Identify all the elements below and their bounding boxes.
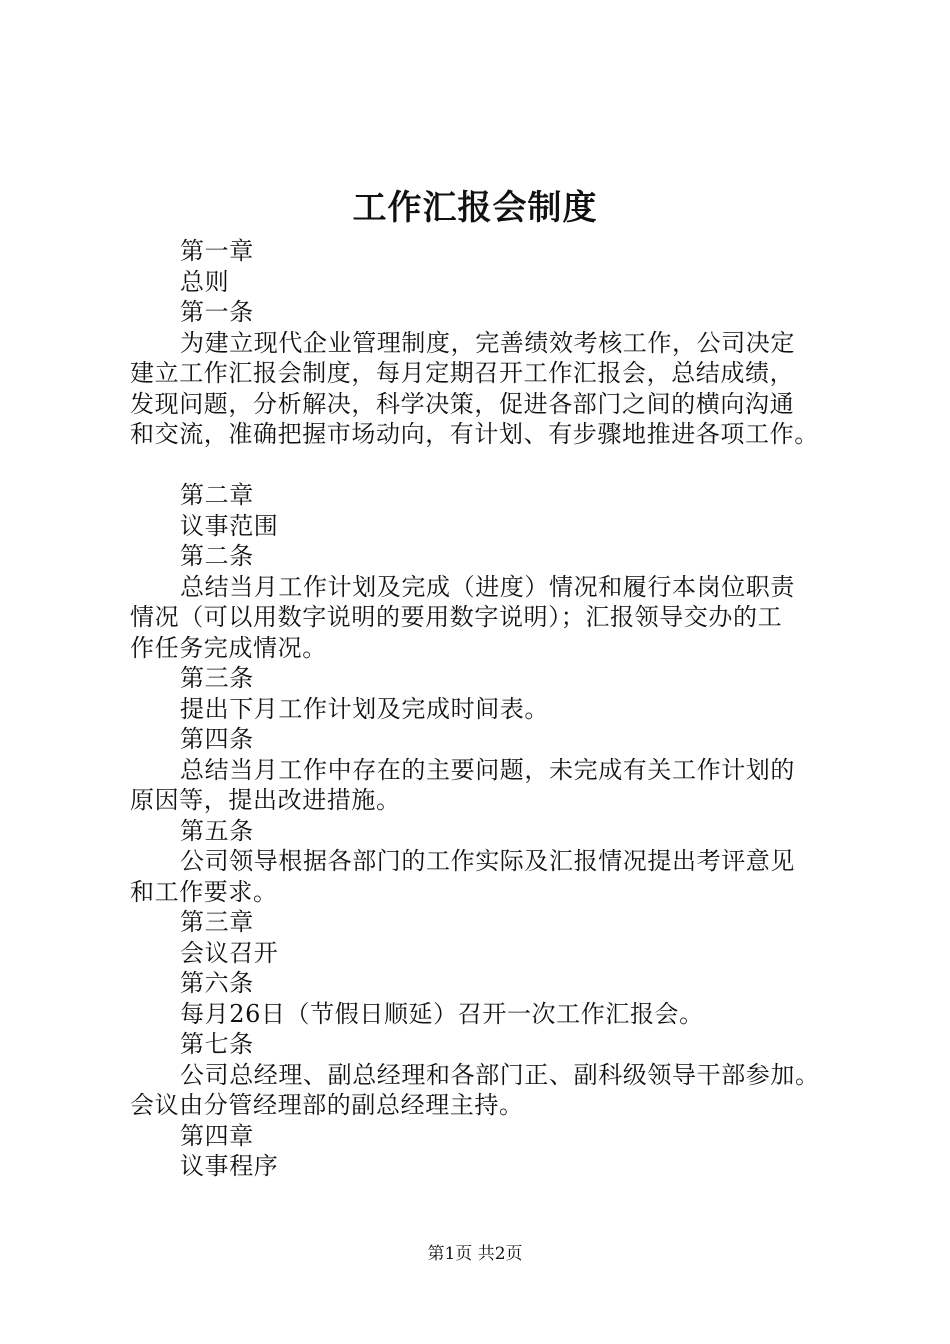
- text-line: 第六条: [180, 969, 254, 997]
- text-line: 第三条: [180, 664, 254, 692]
- text-line: 和工作要求。: [130, 877, 278, 906]
- text-line: 情况（可以用数字说明的要用数字说明）；汇报领导交办的工: [130, 603, 783, 631]
- page-footer: 第1页 共2页: [427, 1244, 523, 1264]
- text-line: 第四条: [180, 725, 254, 753]
- text-line: 第一条: [180, 298, 254, 326]
- document-title: 工作汇报会制度: [352, 188, 598, 228]
- text-line: 总结当月工作中存在的主要问题，未完成有关工作计划的: [180, 755, 795, 784]
- text-line: 每月26日（节假日顺延）召开一次工作汇报会。: [180, 999, 704, 1028]
- text-line: 第五条: [180, 816, 254, 845]
- text-line: 总则: [180, 267, 230, 296]
- text-line: 会议召开: [180, 938, 279, 967]
- text-line: 议事程序: [180, 1152, 279, 1180]
- text-line: 和交流，准确把握市场动向，有计划、有步骤地推进各项工作。: [130, 420, 819, 448]
- text-line: 会议由分管经理部的副总经理主持。: [130, 1091, 524, 1119]
- text-line: 议事范围: [180, 511, 279, 540]
- text-line: 原因等，提出改进措施。: [130, 786, 401, 814]
- blank-line: [130, 450, 855, 481]
- text-line: 第七条: [180, 1030, 254, 1058]
- text-line: 第三章: [180, 908, 254, 936]
- text-line: 第二条: [180, 542, 254, 570]
- text-line: 第四章: [180, 1121, 254, 1150]
- text-line: 总结当月工作计划及完成（进度）情况和履行本岗位职责: [180, 572, 795, 601]
- text-line: 公司领导根据各部门的工作实际及汇报情况提出考评意见: [180, 847, 795, 875]
- text-line: 公司总经理、副总经理和各部门正、副科级领导干部参加。: [180, 1060, 820, 1089]
- text-line: 为建立现代企业管理制度，完善绩效考核工作，公司决定: [180, 328, 795, 357]
- text-line: 建立工作汇报会制度，每月定期召开工作汇报会，总结成绩，: [130, 359, 795, 387]
- text-line: 作任务完成情况。: [130, 633, 327, 662]
- text-line: 第二章: [180, 481, 254, 509]
- text-line: 发现问题，分析解决，科学决策，促进各部门之间的横向沟通: [130, 389, 795, 418]
- text-line: 第一章: [180, 237, 254, 265]
- text-line: 提出下月工作计划及完成时间表。: [180, 694, 549, 723]
- document-body: [130, 236, 855, 1182]
